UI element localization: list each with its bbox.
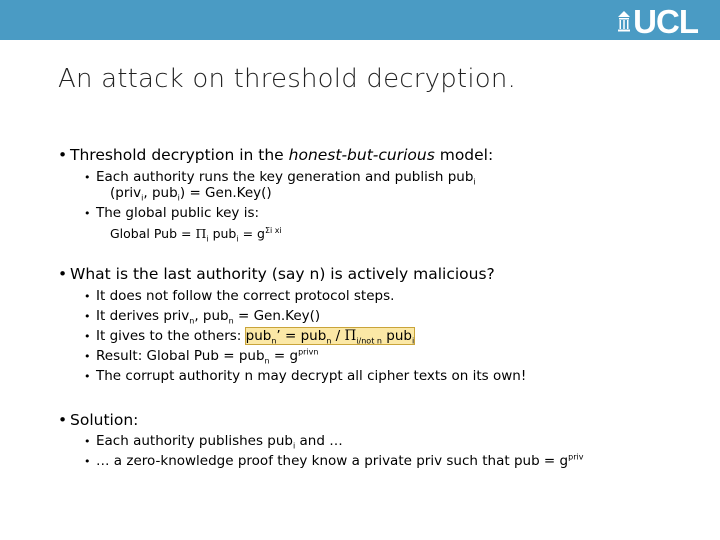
keygen-line2-sub2: i [177, 193, 180, 203]
publishes-sub: i [293, 441, 296, 451]
keygen-line2-c: ) = Gen.Key() [179, 185, 272, 201]
formula-b: pub [208, 226, 237, 241]
hl-d: pub [381, 328, 412, 344]
portico-icon [617, 9, 631, 35]
sub-bullet-zk-proof [84, 452, 583, 471]
derives-a: It derives priv [96, 308, 190, 324]
header-bar [0, 0, 720, 40]
highlighted-formula [246, 328, 415, 344]
b1-text-pre: Threshold decryption in the [70, 146, 289, 164]
bullet-marker: • [58, 265, 68, 283]
derives-sub2: n [228, 316, 234, 326]
hl-sub3: i/not n [356, 336, 382, 346]
bullet-malicious-authority [58, 263, 495, 285]
ucl-logo [617, 3, 698, 40]
sub-bullet-publishes [84, 432, 343, 451]
sub-bullet-gives [84, 327, 414, 346]
bullet-solution [58, 409, 138, 431]
hl-a: pub [245, 328, 272, 344]
zk-a: … a zero-knowledge proof they know a private priv such that pub = g [96, 453, 569, 469]
publishes-b: and … [295, 433, 343, 449]
result-sup: privn [298, 347, 319, 357]
derives-b: , pub [194, 308, 229, 324]
hl-sub2: n [326, 336, 332, 346]
b3-text: Solution: [70, 411, 139, 429]
sub-bullet-corrupt [84, 367, 526, 386]
derives-c: = Gen.Key() [233, 308, 321, 324]
slide-title: An attack on threshold decryption. [58, 64, 517, 94]
bullet-threshold-decryption [58, 144, 493, 166]
formula-sup: Σi xi [264, 225, 282, 235]
bullet-marker: • [84, 207, 91, 220]
bullet-marker: • [58, 146, 68, 164]
formula-c: = g [238, 226, 265, 241]
hl-c: / [331, 328, 345, 344]
result-b: = g [269, 348, 299, 364]
bullet-marker: • [84, 435, 91, 448]
zk-sup: priv [568, 452, 584, 462]
global-key-text: The global public key is: [96, 205, 260, 221]
bullet-marker: • [84, 310, 91, 323]
sub-bullet-derives [84, 307, 320, 326]
sub-bullet-protocol [84, 287, 394, 306]
bullet-marker: • [84, 455, 91, 468]
keygen-line2-sub1: i [141, 193, 144, 203]
corrupt-text: The corrupt authority n may decrypt all cipher texts on its own! [96, 368, 527, 384]
b2-text: What is the last authority (say n) is actively malicious? [70, 265, 495, 283]
sub-bullet-keygen-cont [110, 184, 272, 202]
b1-text-post: model: [434, 146, 494, 164]
keygen-line2-b: , pub [143, 185, 178, 201]
bullet-marker: • [84, 350, 91, 363]
hl-sub1: n [271, 336, 277, 346]
logo-text: UCL [633, 3, 698, 40]
sub-bullet-global-key [84, 204, 259, 223]
sub-bullet-result [84, 347, 318, 366]
gives-a: It gives to the others: [96, 328, 246, 344]
b1-text-italic: honest-but-curious [288, 146, 435, 164]
keygen-text: Each authority runs the key generation and publish pub [96, 169, 474, 185]
global-pub-formula [110, 225, 282, 243]
product-symbol: Π [195, 226, 207, 241]
publishes-a: Each authority publishes pub [96, 433, 293, 449]
bullet-marker: • [84, 370, 91, 383]
formula-a: Global Pub = [110, 226, 196, 241]
keygen-line2-a: (priv [110, 185, 142, 201]
bullet-marker: • [84, 171, 91, 184]
derives-sub1: n [189, 316, 195, 326]
protocol-text: It does not follow the correct protocol steps. [96, 288, 395, 304]
formula-sub-i: i [206, 234, 209, 244]
hl-b: ’ = pub [276, 328, 327, 344]
bullet-marker: • [58, 411, 68, 429]
bullet-marker: • [84, 290, 91, 303]
keygen-sub: i [473, 177, 476, 187]
bullet-marker: • [84, 330, 91, 343]
result-sub: n [264, 356, 270, 366]
hl-product-symbol: Π [344, 328, 357, 344]
hl-sub4: i [411, 336, 415, 346]
result-a: Result: Global Pub = pub [96, 348, 265, 364]
formula-sub-i2: i [236, 234, 239, 244]
